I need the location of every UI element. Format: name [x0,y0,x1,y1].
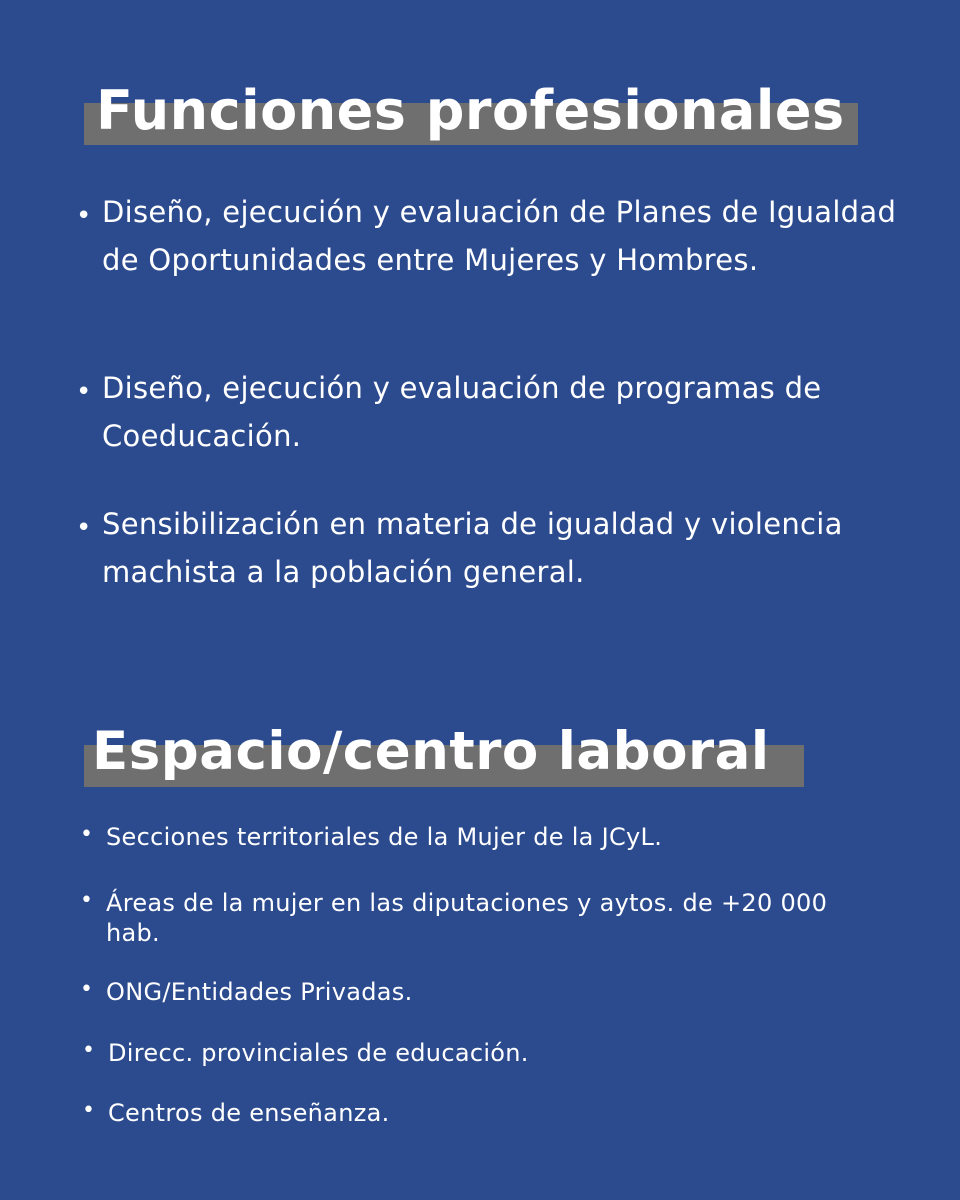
section-heading-funciones: Funciones profesionales [96,79,845,142]
list-item: • Áreas de la mujer en las diputaciones y aytos. de +20 000 hab. [80,888,828,947]
list-item: • ONG/Entidades Privadas. [80,977,413,1006]
list-item: • Diseño, ejecución y evaluación de programas de Coeducación. [76,364,902,460]
bullet-icon: • [76,201,92,231]
list-item: • Secciones territoriales de la Mujer de la JCyL. [80,822,663,851]
bullet-icon: • [82,1038,96,1063]
list-item: • Diseño, ejecución y evaluación de Planes de Igualdad de Oportunidades entre Mujeres y Hombres. [76,188,902,284]
bullet-icon: • [80,822,94,847]
bullet-icon: • [76,377,92,407]
bullet-icon: • [80,977,94,1002]
bullet-icon: • [80,888,94,913]
bullet-icon: • [82,1098,96,1123]
list-item: • Sensibilización en materia de igualdad y violencia machista a la población general. [76,500,922,596]
section-heading-espacio: Espacio/centro laboral [92,721,770,782]
list-item: • Centros de enseñanza. [82,1098,390,1127]
list-item: • Direcc. provinciales de educación. [82,1038,529,1067]
bullet-icon: • [76,513,92,543]
